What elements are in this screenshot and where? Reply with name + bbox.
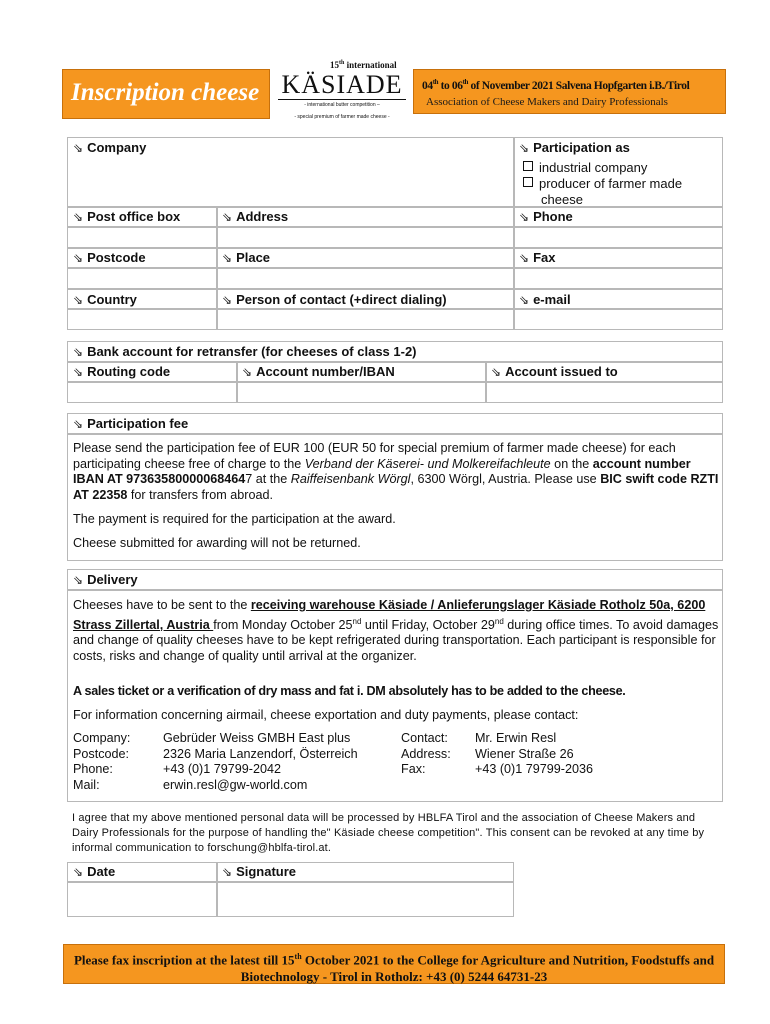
page-title: Inscription cheese xyxy=(71,79,260,106)
fax-label: ⇘ Fax xyxy=(519,250,556,265)
place-field[interactable] xyxy=(217,268,514,289)
email-field[interactable] xyxy=(514,309,723,330)
contact-values-left: Gebrüder Weiss GMBH East plus 2326 Maria Lanzendorf, Österreich +43 (0)1 79799-2042 erwin.resl@gw-world.com xyxy=(163,731,358,792)
place-label: ⇘ Place xyxy=(222,250,271,265)
event-date: 04th to 06th of November 2021 Salvena Hopfgarten i.B./Tirol xyxy=(422,78,690,92)
iban-label: ⇘ Account number/IBAN xyxy=(242,364,395,379)
option-farmer[interactable]: producer of farmer made xyxy=(523,176,682,191)
post-office-box-label: ⇘ Post office box xyxy=(73,209,181,224)
company-label: ⇘ Company xyxy=(73,140,147,155)
country-label: ⇘ Country xyxy=(73,292,137,307)
signature-field[interactable] xyxy=(217,882,514,917)
fax-field[interactable] xyxy=(514,268,723,289)
arrow-icon: ⇘ xyxy=(491,365,502,379)
delivery-paragraph: Cheeses have to be sent to the receiving warehouse Käsiade / Anlieferungslager Käsiade Rotholz 50a, 6200 Strass Zillertal, Austria from Monday October 25nd until Friday, October 29nd during office times. To avoid damages and change of quality cheeses have to be kept refrigerated during transportation. Each participant is responsible for costs, risks and change of quality until arrival at the organizer. xyxy=(73,598,719,663)
consent-text: I agree that my above mentioned personal data will be processed by HBLFA Tirol and the association of Cheese Makers and Dairy Professionals for the purpose of handling the" Käsiade cheese competition". This consent can be revoked at any time by informal communication to forschung@hblfa-tirol.at. xyxy=(72,812,705,854)
postcode-field[interactable] xyxy=(67,268,217,289)
contact-values-right: Mr. Erwin Resl Wiener Straße 26 +43 (0)1 79799-2036 xyxy=(475,731,593,776)
fax-instruction-banner: Please fax inscription at the latest till 15th October 2021 to the College for Agriculture and Nutrition, Foodstuffs and Biotechnology - Tirol in Rotholz: +43 (0) 5244 64731-23 xyxy=(63,944,725,984)
arrow-icon: ⇘ xyxy=(222,865,233,879)
association-name: Association of Cheese Makers and Dairy Professionals xyxy=(426,96,668,108)
arrow-icon: ⇘ xyxy=(519,251,530,265)
date-label: ⇘ Date xyxy=(73,864,116,879)
arrow-icon: ⇘ xyxy=(519,141,530,155)
arrow-icon: ⇘ xyxy=(73,365,84,379)
delivery-contact-intro: For information concerning airmail, cheese exportation and duty payments, please contact: xyxy=(73,708,579,722)
arrow-icon: ⇘ xyxy=(73,865,84,879)
arrow-icon: ⇘ xyxy=(222,293,233,307)
logo-tagline-2: - special premium of farmer made cheese - xyxy=(294,114,390,120)
country-field[interactable] xyxy=(67,309,217,330)
arrow-icon: ⇘ xyxy=(519,293,530,307)
arrow-icon: ⇘ xyxy=(73,210,84,224)
logo-name: KÄSIADE xyxy=(281,70,403,99)
email-label: ⇘ e-mail xyxy=(519,292,571,307)
arrow-icon: ⇘ xyxy=(222,210,233,224)
option-industrial[interactable]: industrial company xyxy=(523,160,647,175)
contact-keys-left: Company: Postcode: Phone: Mail: xyxy=(73,731,131,792)
arrow-icon: ⇘ xyxy=(73,293,84,307)
phone-field[interactable] xyxy=(514,227,723,248)
bank-label: ⇘ Bank account for retransfer (for cheeses of class 1-2) xyxy=(73,344,417,359)
iban-field[interactable] xyxy=(237,382,486,403)
arrow-icon: ⇘ xyxy=(73,251,84,265)
delivery-heading: ⇘ Delivery xyxy=(73,572,138,587)
contact-keys-right: Contact: Address: Fax: xyxy=(401,731,451,776)
arrow-icon: ⇘ xyxy=(242,365,253,379)
issued-to-label: ⇘ Account issued to xyxy=(491,364,618,379)
postcode-label: ⇘ Postcode xyxy=(73,250,146,265)
option-farmer-cont: cheese xyxy=(541,192,583,207)
arrow-icon: ⇘ xyxy=(73,573,84,587)
fee-return-note: Cheese submitted for awarding will not be returned. xyxy=(73,536,361,550)
fee-heading: ⇘ Participation fee xyxy=(73,416,189,431)
arrow-icon: ⇘ xyxy=(73,141,84,155)
title-banner xyxy=(62,69,270,119)
address-field[interactable] xyxy=(217,227,514,248)
arrow-icon: ⇘ xyxy=(73,345,84,359)
post-office-box-field[interactable] xyxy=(67,227,217,248)
arrow-icon: ⇘ xyxy=(73,417,84,431)
fee-paragraph: Please send the participation fee of EUR 100 (EUR 50 for special premium of farmer made cheese) for each participating cheese free of charge to the Verband der Käserei- und Molkereifachleute on the account number IBAN AT 973635800000684647 at the Raiffeisenbank Wörgl, 6300 Wörgl, Austria. Please use BIC swift code RZTI AT 22358 for transfers from abroad. xyxy=(73,441,719,502)
delivery-sales-ticket-note: A sales ticket or a verification of dry mass and fat i. DM absolutely has to be added to the cheese. xyxy=(73,684,626,698)
signature-label: ⇘ Signature xyxy=(222,864,297,879)
routing-label: ⇘ Routing code xyxy=(73,364,171,379)
arrow-icon: ⇘ xyxy=(519,210,530,224)
delivery-heading-cell xyxy=(67,569,723,590)
issued-to-field[interactable] xyxy=(486,382,723,403)
participation-label: ⇘ Participation as xyxy=(519,140,630,155)
checkbox-icon[interactable] xyxy=(523,161,533,171)
date-field[interactable] xyxy=(67,882,217,917)
fee-payment-note: The payment is required for the participation at the award. xyxy=(73,512,396,526)
event-date-banner xyxy=(413,69,726,114)
phone-label: ⇘ Phone xyxy=(519,209,573,224)
checkbox-icon[interactable] xyxy=(523,177,533,187)
edition-label: 15th international xyxy=(330,60,397,70)
logo-tagline-1: - international butter competition – xyxy=(278,99,406,108)
arrow-icon: ⇘ xyxy=(222,251,233,265)
contact-label: ⇘ Person of contact (+direct dialing) xyxy=(222,292,447,307)
contact-mail-link[interactable]: erwin.resl@gw-world.com xyxy=(163,777,308,792)
routing-field[interactable] xyxy=(67,382,237,403)
kasiade-logo xyxy=(278,72,406,120)
address-label: ⇘ Address xyxy=(222,209,289,224)
contact-field[interactable] xyxy=(217,309,514,330)
warehouse-address: receiving warehouse Käsiade / Anlieferungslager Käsiade Rotholz 50a, 6200 Strass Zillertal, Austria xyxy=(73,598,706,632)
